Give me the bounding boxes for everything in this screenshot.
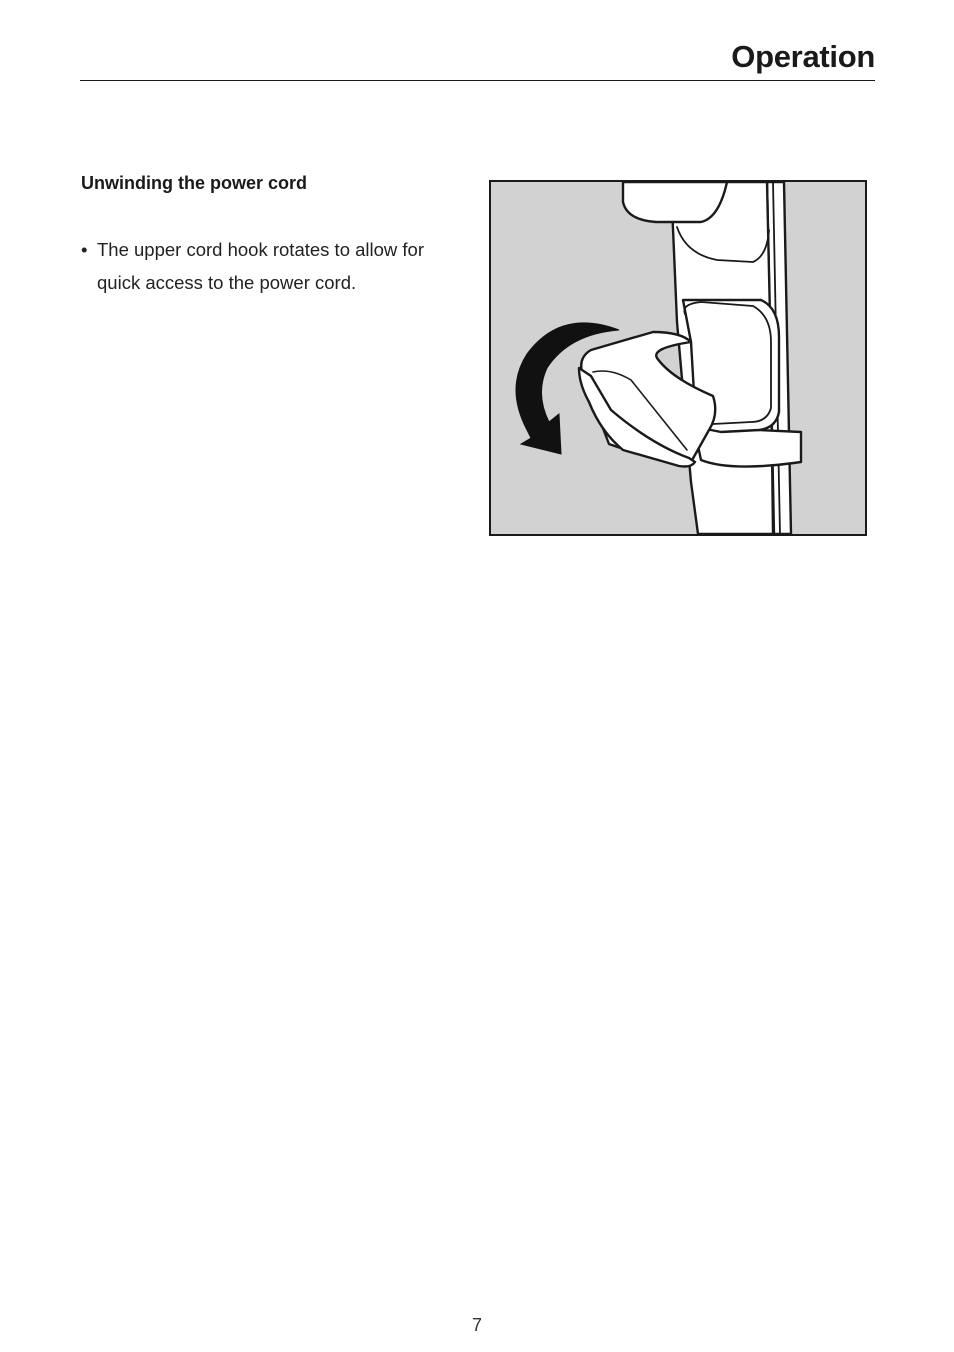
instruction-list <box>81 233 461 299</box>
cord-hook-illustration <box>489 180 867 536</box>
lower-collar <box>694 427 801 467</box>
list-item-text: The upper cord hook rotates to allow for quick access to the power cord. <box>97 239 425 293</box>
page-number: 7 <box>471 1315 482 1335</box>
cord-hook-drawing <box>491 182 865 534</box>
page-header <box>80 38 875 81</box>
list-item <box>81 233 461 299</box>
bullet-icon: • <box>81 239 88 260</box>
upper-knob <box>623 182 727 222</box>
section-heading: Unwinding the power cord <box>81 173 307 193</box>
page-title: Operation <box>731 39 875 74</box>
